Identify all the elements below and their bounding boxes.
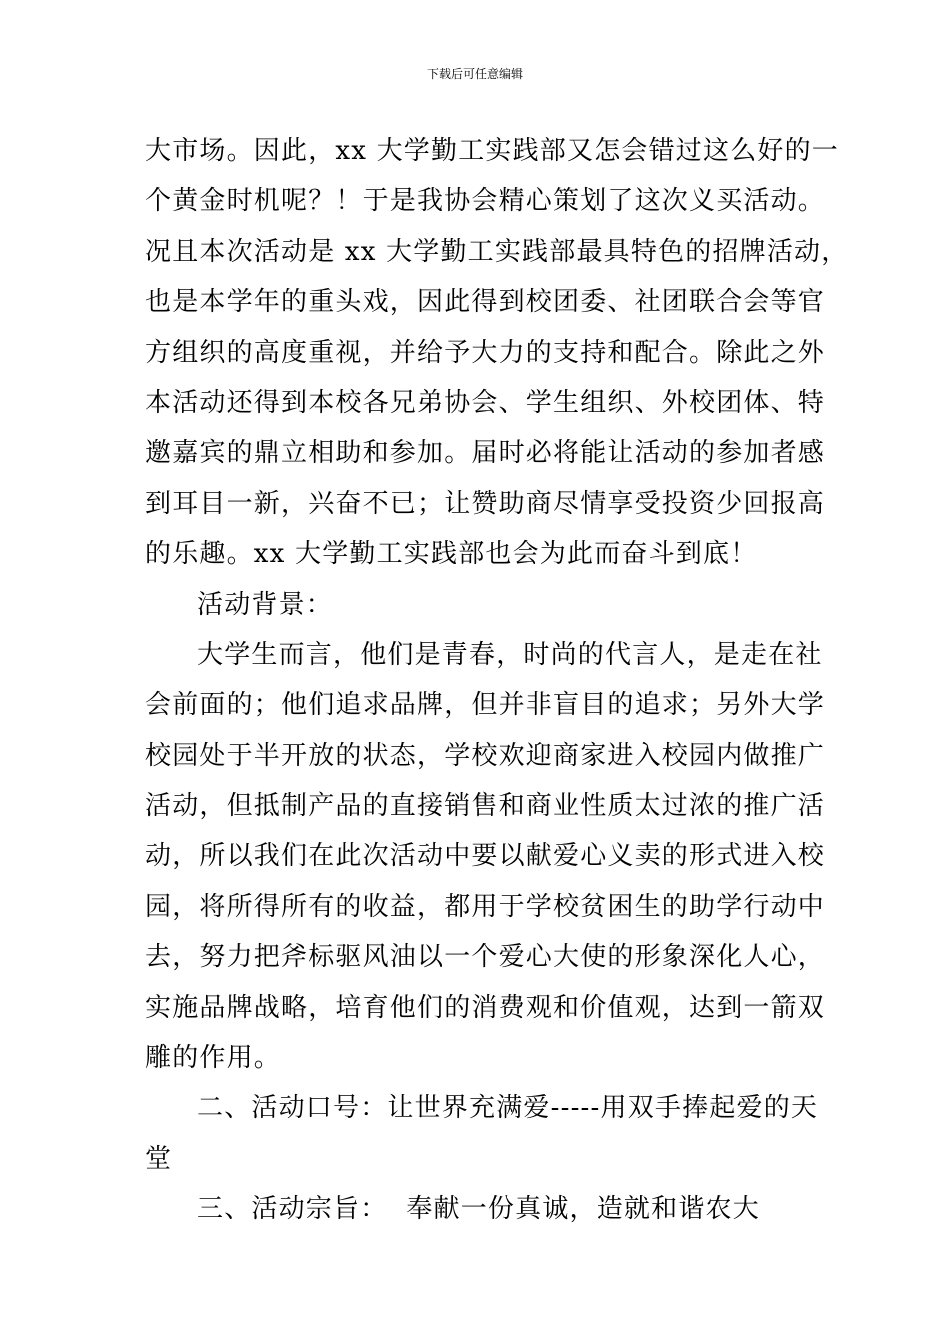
text-line: 的乐趣。xx 大学勤工实践部也会为此而奋斗到底！ [145,539,758,570]
document-body [145,126,849,1235]
text-line: 况且本次活动是 xx 大学勤工实践部最具特色的招牌活动， [145,236,849,267]
text-line: 动，所以我们在此次活动中要以献爱心义卖的形式进入校 [145,841,826,872]
text-line: 会前面的；他们追求品牌，但并非盲目的追求；另外大学 [145,690,826,721]
text-line: 方组织的高度重视，并给予大力的支持和配合。除此之外 [145,337,826,368]
text-line: 邀嘉宾的鼎立相助和参加。届时必将能让活动的参加者感 [145,438,826,469]
text-line: 到耳目一新，兴奋不已；让赞助商尽情享受投资少回报高 [145,488,826,519]
text-line: 实施品牌战略，培育他们的消费观和价值观，达到一箭双 [145,992,826,1023]
text-line: 活动，但抵制产品的直接销售和商业性质太过浓的推广活 [145,791,826,822]
section-heading-background: 活动背景： [197,589,334,620]
section-slogan: 二、活动口号：让世界充满爱-----用双手捧起爱的天 [197,1093,819,1124]
text-line: 堂 [145,1143,173,1174]
text-line: 大学生而言，他们是青春，时尚的代言人，是走在社 [197,639,823,670]
section-purpose: 三、活动宗旨： 奉献一份真诚，造就和谐农大 [197,1194,760,1225]
text-line: 个黄金时机呢？！于是我协会精心策划了这次义买活动。 [145,186,826,217]
text-line: 大市场。因此，xx 大学勤工实践部又怎会错过这么好的一 [145,136,839,166]
text-line: 去，努力把斧标驱风油以一个爱心大使的形象深化人心， [145,942,826,973]
text-line: 园，将所得所有的收益，都用于学校贫困生的助学行动中 [145,891,826,922]
page-header: 下载后可任意编辑 [426,67,523,81]
text-line: 雕的作用。 [145,1043,282,1074]
text-line: 也是本学年的重头戏，因此得到校团委、社团联合会等官 [145,287,826,318]
text-line: 校园处于半开放的状态，学校欢迎商家进入校园内做推广 [145,740,826,771]
text-line: 本活动还得到本校各兄弟协会、学生组织、外校团体、特 [145,387,826,418]
